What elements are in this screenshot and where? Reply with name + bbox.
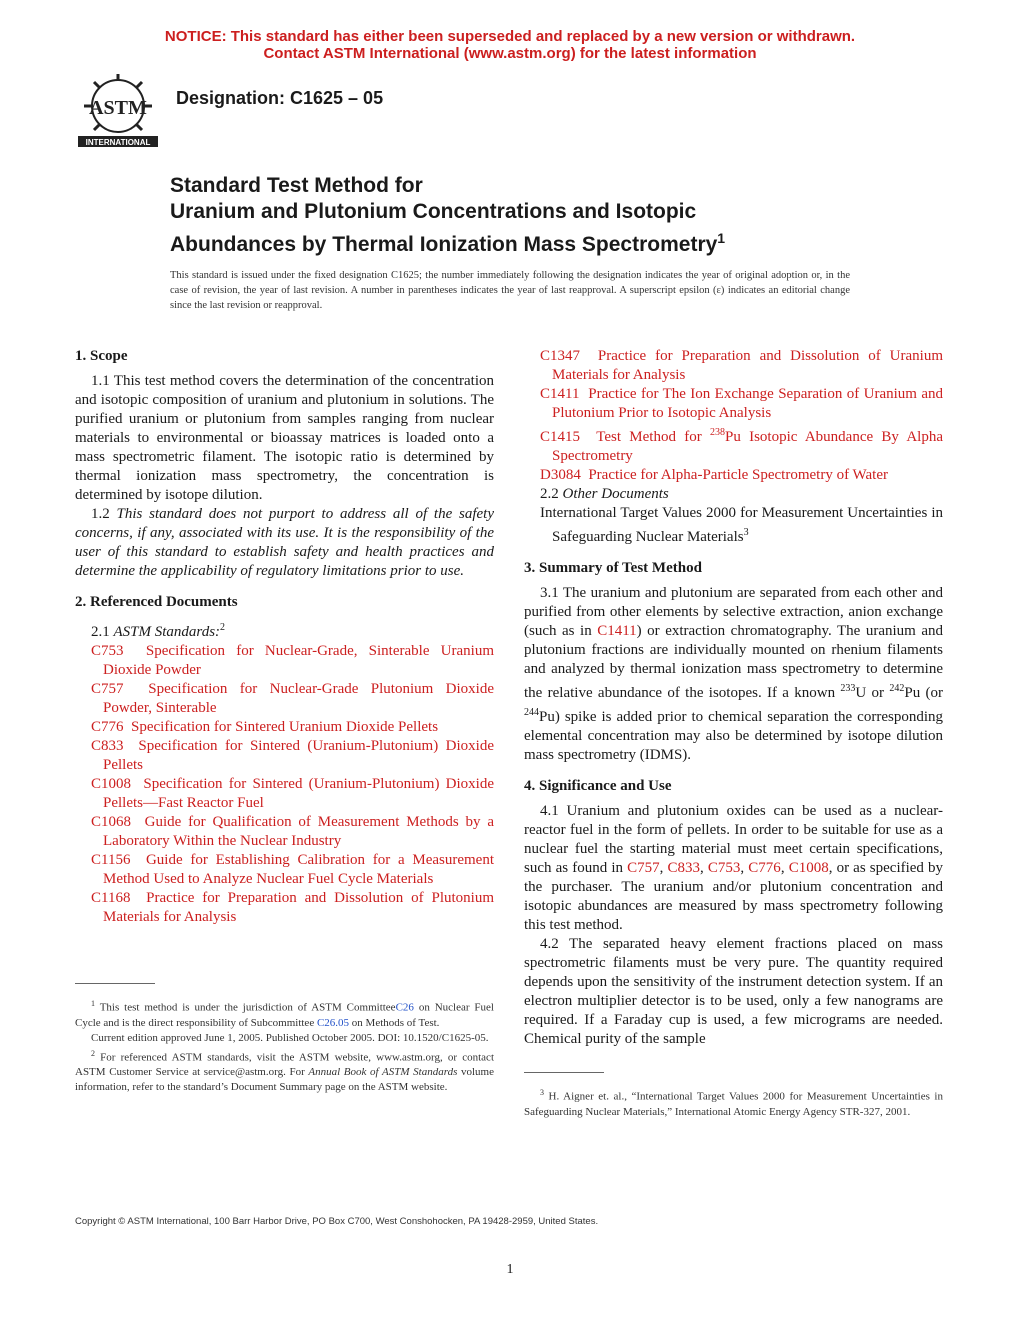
astm-standards-subhead <box>75 618 494 642</box>
page-number: 1 <box>506 1262 514 1277</box>
significance-heading: 4. Significance and Use <box>524 778 672 794</box>
footnote-3-text: H. Aigner et. al., “International Target Values 2000 for Measurement Uncertainties in Safeguarding Nuclear Materials,” International Atomic Energy Agency STR-327, 2001. <box>524 1090 943 1118</box>
footnote-2-mark: 2 <box>91 1048 95 1058</box>
other-docs-subhead <box>524 485 943 504</box>
reference-link[interactable]: C1068 <box>91 814 132 830</box>
reference-item <box>91 642 494 680</box>
significance-text-1: 4.1 Uranium and plutonium oxides can be used as a nuclear-reactor fuel in the form of pellets. In order to be suitable for use as a nuclear fuel the starting material must meet certain specifications, such as found in <box>524 803 943 876</box>
reference-title[interactable]: Practice for Alpha-Particle Spectrometry of Water <box>588 467 888 483</box>
reference-item <box>91 737 494 775</box>
logo-text: ASTM <box>89 97 147 119</box>
notice-banner <box>0 28 1020 62</box>
refdocs-heading: 2. Referenced Documents <box>75 594 238 610</box>
scope-heading: 1. Scope <box>75 348 128 364</box>
reference-link[interactable]: C753 <box>91 643 124 659</box>
footnote-link-c26[interactable]: C26 <box>395 1001 414 1014</box>
reference-item <box>540 385 943 423</box>
astm-standards-num: 2.1 <box>91 624 114 640</box>
significance-link-c753[interactable]: C753 <box>707 860 741 876</box>
other-doc-text: International Target Values 2000 for Measurement Uncertainties in Safeguarding Nuclear Materials <box>540 505 943 545</box>
reference-title[interactable]: Test Method for <box>596 429 710 445</box>
scope-para-2-num: 1.2 <box>91 506 117 522</box>
summary-sup-244: 244 <box>524 707 539 718</box>
reference-title[interactable]: Guide for Qualification of Measurement Methods by a Laboratory Within the Nuclear Industry <box>103 814 495 849</box>
astm-logo <box>74 74 162 150</box>
footnote-3-mark: 3 <box>540 1088 544 1097</box>
other-doc-item <box>524 504 943 547</box>
significance-link-c833[interactable]: C833 <box>667 860 701 876</box>
sep: , <box>780 860 789 876</box>
title-line-2: Uranium and Plutonium Concentrations and Isotopic <box>170 200 697 223</box>
footnote-1-text-1: This test method is under the jurisdiction of ASTM Committee <box>95 1001 396 1014</box>
footnote-link-c26-05[interactable]: C26.05 <box>316 1016 350 1029</box>
summary-text-5: Pu) spike is added prior to chemical separation the corresponding elemental concentration may also be determined by isotope dilution mass spectrometry (IDMS). <box>524 709 943 763</box>
summary-text-4: Pu (or <box>904 685 943 701</box>
left-column <box>75 347 494 927</box>
reference-title-post[interactable]: Pu Isotopic Abundance By Alpha Spectrometry <box>552 429 943 464</box>
reference-title[interactable]: Specification for Sintered (Uranium-Plutonium) Dioxide Pellets—Fast Reactor Fuel <box>103 776 494 811</box>
reference-item <box>91 718 494 737</box>
footnote-rule-left <box>75 983 155 984</box>
notice-line-2: Contact ASTM International (www.astm.org) for the latest information <box>263 45 757 62</box>
summary-link-c1411[interactable]: C1411 <box>597 623 637 639</box>
title-line-3-text: Abundances by Thermal Ionization Mass Spectrometry <box>170 233 718 256</box>
reference-title[interactable]: Practice for Preparation and Dissolution of Uranium Materials for Analysis <box>552 348 944 383</box>
reference-link[interactable]: D3084 <box>540 467 581 483</box>
summary-para <box>524 584 943 765</box>
footnote-2 <box>75 1046 494 1096</box>
reference-list-right-wrap <box>524 347 943 485</box>
reference-title[interactable]: Practice for Preparation and Dissolution of Plutonium Materials for Analysis <box>103 890 495 925</box>
footnote-2-text-1: For referenced ASTM standards, visit the ASTM website, www.astm.org, or contact ASTM Customer Service at service@astm.org. For <box>75 1051 494 1079</box>
footnote-1 <box>75 996 494 1031</box>
other-docs-title: Other Documents <box>562 486 669 502</box>
summary-text-2: ) or extraction chromatography. The uranium and plutonium fractions are individually mounted on rhenium filaments and analyzed by thermal ionization mass spectrometry to determine the relative abundance of the isotopes. If a known <box>524 623 944 701</box>
significance-para-2: 4.2 The separated heavy element fractions placed on mass spectrometric filaments must be very pure. The quantity required depends upon the sensitivity of the instrument detection system. If an electron multiplier detector is to be used, only a few nanograms are required. If a Faraday cup is used, a few micrograms are needed. Chemical purity of the sample <box>524 936 943 1047</box>
reference-item <box>540 466 943 485</box>
footnote-rule-right <box>524 1072 604 1073</box>
reference-title[interactable]: Practice for The Ion Exchange Separation of Uranium and Plutonium Prior to Isotopic Analysis <box>552 386 944 421</box>
summary-text-3: U or <box>855 685 890 701</box>
significance-link-c757[interactable]: C757 <box>627 860 660 876</box>
reference-link[interactable]: C1415 <box>540 429 581 445</box>
footnotes-left <box>75 996 494 1095</box>
reference-link[interactable]: C776 <box>91 719 124 735</box>
footnote-1-edition: Current edition approved June 1, 2005. Published October 2005. DOI: 10.1520/C1625-05. <box>91 1031 489 1044</box>
reference-title[interactable]: Specification for Nuclear-Grade, Sinterable Uranium Dioxide Powder <box>103 643 494 678</box>
scope-para-2-text: This standard does not purport to address all of the safety concerns, if any, associated with its use. It is the responsibility of the user of this standard to establish safety and health practices and determine the applicability of regulatory limitations prior to use. <box>75 506 495 579</box>
significance-link-c776[interactable]: C776 <box>748 860 781 876</box>
scope-para-1: 1.1 This test method covers the determination of the concentration and isotopic composition of uranium and plutonium in solutions. The purified uranium or plutonium from samples ranging from nuclear materials to environmental or bioassay matrices is loaded onto a mass spectrometric filament. The isotopic ratio is determined by thermal ionization mass spectrometry, the concentration is determined by isotope dilution. <box>75 373 494 503</box>
reference-item <box>540 347 943 385</box>
footnote-1-text-3: on Methods of Test. <box>349 1016 440 1029</box>
footnote-1-mark: 1 <box>91 999 95 1008</box>
footnotes-right <box>524 1085 943 1120</box>
reference-title[interactable]: Specification for Nuclear-Grade Plutonium Dioxide Powder, Sinterable <box>103 681 494 716</box>
page-title <box>170 173 870 258</box>
reference-link[interactable]: C1411 <box>540 386 580 402</box>
other-docs-num: 2.2 <box>540 486 563 502</box>
reference-item <box>91 813 494 851</box>
reference-link[interactable]: C1008 <box>91 776 132 792</box>
copyright-line: Copyright © ASTM International, 100 Barr Harbor Drive, PO Box C700, West Conshohocken, PA 19428-2959, United States. <box>75 1216 599 1227</box>
significance-para-1 <box>524 802 943 935</box>
reference-list-right <box>540 347 943 423</box>
summary-heading: 3. Summary of Test Method <box>524 560 702 576</box>
reference-link[interactable]: C1168 <box>91 890 131 906</box>
summary-sup-233: 233 <box>840 683 856 694</box>
title-line-3 <box>170 225 870 258</box>
reference-title[interactable]: Specification for Sintered Uranium Dioxide Pellets <box>131 719 439 735</box>
reference-title-sup[interactable]: 238 <box>709 427 725 438</box>
title-footnote-mark: 1 <box>717 230 726 246</box>
footnote-2-italic: Annual Book of ASTM Standards <box>308 1066 458 1079</box>
designation: Designation: C1625 – 05 <box>176 88 384 108</box>
footnote-1-text-2: on Nuclear Fuel Cycle and is the direct responsibility of Subcommittee <box>75 1001 494 1029</box>
title-line-1: Standard Test Method for <box>170 174 423 197</box>
astm-standards-title: ASTM Standards: <box>113 624 221 640</box>
reference-title[interactable]: Guide for Establishing Calibration for a Measurement Method Used to Analyze Nuclear Fuel Cycle Materials <box>103 852 494 887</box>
reference-list-left <box>75 642 494 927</box>
summary-text-1: 3.1 The uranium and plutonium are separated from each other and purified from other elements by selective extraction, anion exchange (such as in <box>524 585 943 639</box>
reference-link[interactable]: C833 <box>91 738 124 754</box>
footnote-2-text-2: volume information, refer to the standard’s Document Summary page on the ASTM website. <box>75 1066 494 1094</box>
reference-link[interactable]: C1156 <box>91 852 131 868</box>
other-doc-mark: 3 <box>743 527 749 538</box>
notice-line-1: NOTICE: This standard has either been superseded and replaced by a new version or withdrawn. <box>164 28 856 45</box>
reference-item <box>91 889 494 927</box>
issued-note: This standard is issued under the fixed designation C1625; the number immediately following the designation indicates the year of original adoption or, in the case of revision, the year of last revision. A number in parentheses indicates the year of last reapproval. A superscript epsilon (ε) indicates an editorial change since the last revision or reapproval. <box>170 270 850 311</box>
reference-item <box>91 851 494 889</box>
astm-standards-mark: 2 <box>220 622 226 633</box>
scope-para-2 <box>75 505 494 581</box>
reference-link[interactable]: C757 <box>91 681 124 697</box>
reference-title[interactable]: Specification for Sintered (Uranium-Plutonium) Dioxide Pellets <box>103 738 494 773</box>
logo-subtext: INTERNATIONAL <box>85 138 151 147</box>
footnote-3 <box>524 1085 943 1120</box>
sep: , <box>740 860 749 876</box>
summary-sup-242: 242 <box>889 683 905 694</box>
reference-item <box>91 775 494 813</box>
reference-item <box>540 423 943 466</box>
reference-link[interactable]: C1347 <box>540 348 581 364</box>
significance-link-c1008[interactable]: C1008 <box>788 860 829 876</box>
sep: , <box>700 860 708 876</box>
significance-text-2: , or as specified by the purchaser. The uranium and/or plutonium concentration and isotopic abundances are measured by mass spectrometry following this test method. <box>524 860 944 933</box>
right-column <box>524 347 943 1049</box>
sep: , <box>659 860 668 876</box>
reference-item <box>91 680 494 718</box>
